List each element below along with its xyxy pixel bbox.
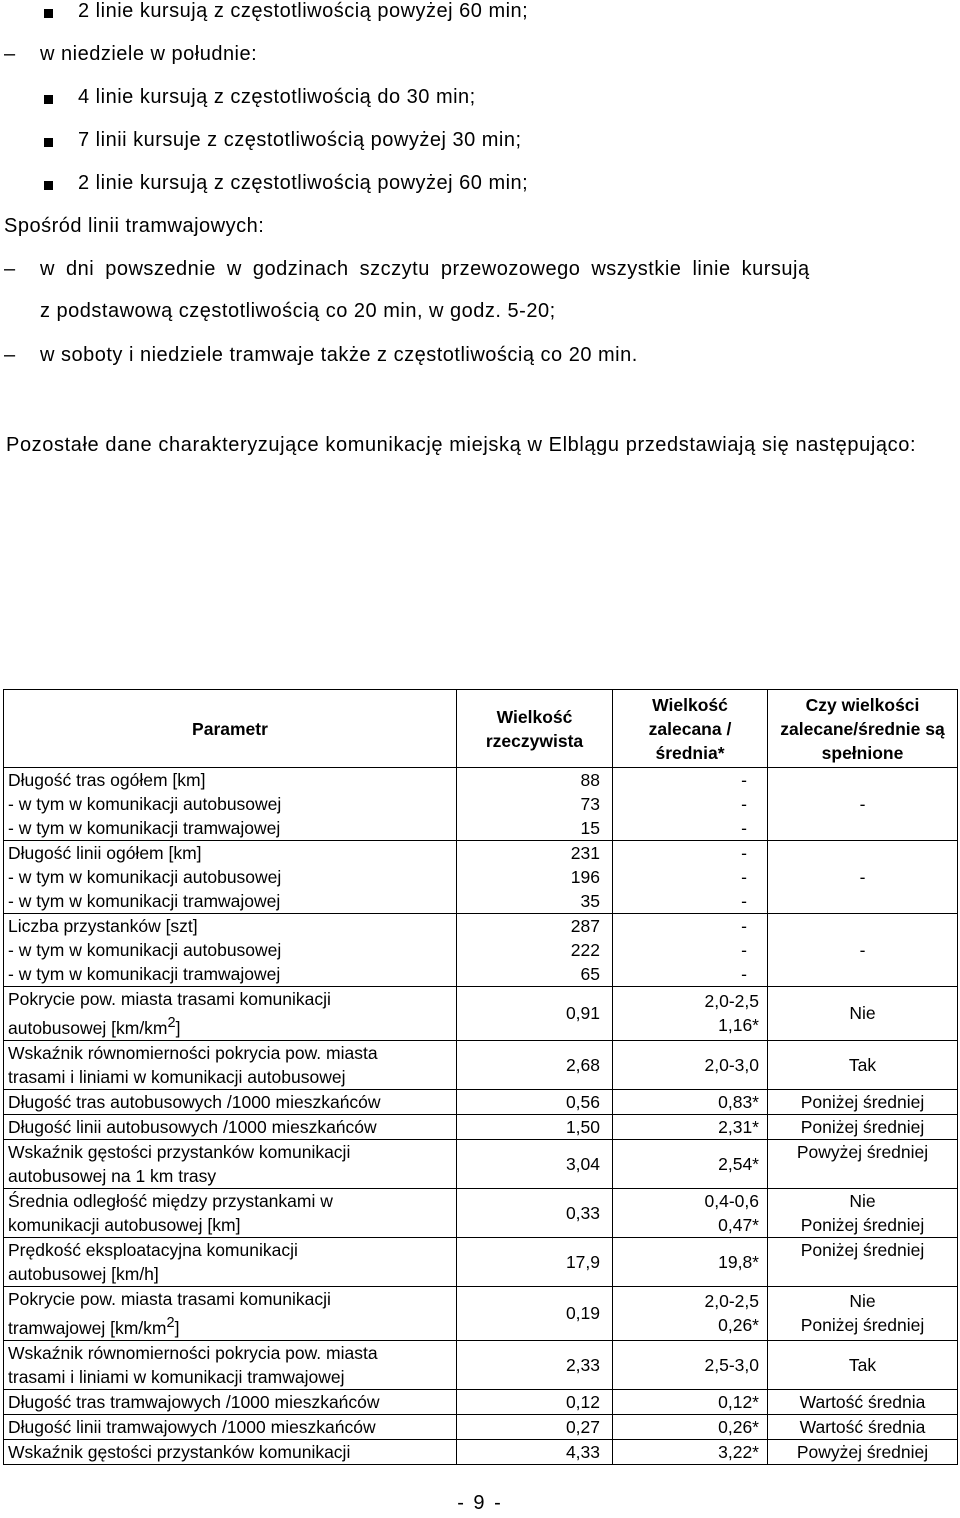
met-cell: Poniżej średniej <box>768 1237 958 1286</box>
table-row <box>4 914 958 987</box>
list-item-text: w soboty i niedziele tramwaje także z częstotliwością co 20 min. <box>40 344 638 366</box>
met-cell: - <box>768 914 958 987</box>
table-row <box>4 1114 958 1139</box>
row-label <box>4 1237 457 1286</box>
value-line: 65 <box>580 964 600 984</box>
table-row <box>4 1389 958 1414</box>
superscript: 2 <box>167 1015 176 1031</box>
met-cell: Nie <box>768 987 958 1041</box>
value-line: 73 <box>580 794 600 814</box>
row-label-line: Długość linii ogółem [km] <box>8 843 202 863</box>
row-label: Wskaźnik gęstości przystanków komunikacji <box>4 1439 457 1464</box>
row-label-line: Wskaźnik równomierności pokrycia pow. miasta <box>8 1042 378 1063</box>
recommended-line: - <box>741 794 747 814</box>
list-item-text: z podstawową częstotliwością co 20 min, w godz. 5-20; <box>40 300 556 322</box>
value-cell: 4,33 <box>457 1439 613 1464</box>
dash-bullet-icon: – <box>4 43 16 65</box>
recommended-line: - <box>741 867 747 887</box>
row-label-line: Pokrycie pow. miasta trasami komunikacji <box>8 989 331 1009</box>
value-cell: 3,04 <box>457 1139 613 1188</box>
row-label-line: Wskaźnik równomierności pokrycia pow. miasta <box>8 1342 378 1363</box>
met-cell: Tak <box>768 1040 958 1089</box>
row-label <box>4 914 457 987</box>
row-label-line: autobusowej na 1 km trasy <box>8 1165 217 1186</box>
row-label <box>4 1139 457 1188</box>
recommended-cell: 2,54* <box>613 1139 768 1188</box>
list-item-text: w dni powszednie w godzinach szczytu przewozowego wszystkie linie kursują <box>40 258 810 280</box>
value-cell <box>457 768 613 841</box>
list-item <box>0 86 960 114</box>
recommended-cell: 2,5-3,0 <box>613 1340 768 1389</box>
recommended-line: - <box>741 916 747 936</box>
list-item <box>0 129 960 157</box>
header-wielkosc-zalecana: Wielkość zalecana / średnia* <box>613 690 768 768</box>
recommended-line: - <box>741 843 747 863</box>
table-row <box>4 1188 958 1237</box>
recommended-cell <box>613 841 768 914</box>
value-cell <box>457 841 613 914</box>
value-line: 287 <box>570 916 600 936</box>
header-parametr: Parametr <box>4 690 457 768</box>
list-item-text: 2 linie kursują z częstotliwością powyżej 60 min; <box>78 172 529 194</box>
row-label-line: - w tym w komunikacji tramwajowej <box>8 964 281 984</box>
superscript: 2 <box>166 1314 175 1331</box>
met-cell: Tak <box>768 1340 958 1389</box>
square-bullet-icon <box>44 9 53 18</box>
row-label-line: autobusowej [km/h] <box>8 1263 159 1284</box>
recommended-line: 1,16* <box>718 1015 759 1036</box>
row-label-part: autobusowej [km/km <box>8 1017 168 1038</box>
value-line: 15 <box>580 818 600 838</box>
list-item <box>0 43 960 71</box>
row-label <box>4 1340 457 1389</box>
row-label <box>4 768 457 841</box>
recommended-cell: 0,12* <box>613 1389 768 1414</box>
recommended-cell: 0,26* <box>613 1414 768 1439</box>
recommended-cell: 19,8* <box>613 1237 768 1286</box>
row-label-line: Średnia odległość między przystankami w <box>8 1190 333 1211</box>
dash-bullet-icon: – <box>4 344 16 366</box>
value-line: 88 <box>580 770 600 790</box>
section-heading <box>0 215 960 243</box>
row-label-line: Pokrycie pow. miasta trasami komunikacji <box>8 1288 331 1309</box>
value-cell: 0,27 <box>457 1414 613 1439</box>
row-label-part: ] <box>175 1017 181 1038</box>
recommended-line: 0,4-0,6 <box>704 1190 759 1211</box>
row-label <box>4 1286 457 1340</box>
met-cell <box>768 1286 958 1340</box>
row-label-line: trasami i liniami w komunikacji autobusowej <box>8 1066 346 1087</box>
value-cell: 0,19 <box>457 1286 613 1340</box>
recommended-line: - <box>741 940 747 960</box>
row-label <box>4 987 457 1041</box>
recommended-cell <box>613 768 768 841</box>
recommended-cell <box>613 987 768 1041</box>
section-heading-text: Spośród linii tramwajowych: <box>4 215 265 237</box>
table-row <box>4 987 958 1041</box>
met-cell: Poniżej średniej <box>768 1114 958 1139</box>
header-czy-spelnione: Czy wielkości zalecane/średnie są spełnione <box>768 690 958 768</box>
row-label-line: - w tym w komunikacji tramwajowej <box>8 891 281 911</box>
list-item-text: 7 linii kursuje z częstotliwością powyżej 30 min; <box>78 129 522 151</box>
table-header-row <box>4 690 958 768</box>
row-label-line <box>8 1311 452 1340</box>
transport-data-table <box>3 689 958 1465</box>
list-item <box>0 258 960 286</box>
value-cell: 2,68 <box>457 1040 613 1089</box>
row-label-line: Liczba przystanków [szt] <box>8 916 198 936</box>
row-label-line: - w tym w komunikacji autobusowej <box>8 867 282 887</box>
met-line: Poniżej średniej <box>800 1315 925 1336</box>
recommended-line: 0,26* <box>718 1315 759 1336</box>
list-item <box>0 172 960 200</box>
table-row <box>4 768 958 841</box>
row-label-line: trasami i liniami w komunikacji tramwajowej <box>8 1366 345 1387</box>
met-cell: Powyżej średniej <box>768 1139 958 1188</box>
square-bullet-icon <box>44 138 53 147</box>
met-cell: Wartość średnia <box>768 1414 958 1439</box>
value-line: 231 <box>570 843 600 863</box>
value-cell: 0,91 <box>457 987 613 1041</box>
row-label-line: Wskaźnik gęstości przystanków komunikacji <box>8 1141 351 1162</box>
met-cell: - <box>768 768 958 841</box>
met-line: Nie <box>849 1190 876 1211</box>
recommended-cell <box>613 1286 768 1340</box>
recommended-cell <box>613 914 768 987</box>
recommended-line: - <box>741 964 747 984</box>
row-label-line: - w tym w komunikacji tramwajowej <box>8 818 281 838</box>
table-row <box>4 1089 958 1114</box>
met-cell <box>768 1188 958 1237</box>
met-line: Nie <box>849 1291 876 1312</box>
recommended-line: 2,0-2,5 <box>704 991 759 1012</box>
table-row <box>4 1040 958 1089</box>
recommended-cell: 3,22* <box>613 1439 768 1464</box>
value-cell: 0,56 <box>457 1089 613 1114</box>
row-label-line: - w tym w komunikacji autobusowej <box>8 794 282 814</box>
table-row <box>4 1286 958 1340</box>
list-item-text: w niedziele w południe: <box>40 43 258 65</box>
row-label: Długość linii tramwajowych /1000 mieszkańców <box>4 1414 457 1439</box>
table-row <box>4 841 958 914</box>
row-label <box>4 841 457 914</box>
list-item-continuation <box>0 300 960 328</box>
dash-bullet-icon: – <box>4 258 16 280</box>
table-row <box>4 1139 958 1188</box>
square-bullet-icon <box>44 181 53 190</box>
recommended-cell: 0,83* <box>613 1089 768 1114</box>
recommended-cell: 2,31* <box>613 1114 768 1139</box>
value-line: 196 <box>570 867 600 887</box>
row-label-line: komunikacji autobusowej [km] <box>8 1214 241 1235</box>
row-label-part: tramwajowej [km/km <box>8 1317 167 1338</box>
value-cell: 0,33 <box>457 1188 613 1237</box>
row-label <box>4 1040 457 1089</box>
row-label-line <box>8 1011 452 1040</box>
value-cell: 0,12 <box>457 1389 613 1414</box>
row-label-line: - w tym w komunikacji autobusowej <box>8 940 282 960</box>
table-row <box>4 1439 958 1464</box>
row-label <box>4 1188 457 1237</box>
recommended-line: 2,0-2,5 <box>704 1291 759 1312</box>
met-cell: Wartość średnia <box>768 1389 958 1414</box>
met-cell: Powyżej średniej <box>768 1439 958 1464</box>
value-cell: 1,50 <box>457 1114 613 1139</box>
row-label-line: Długość tras ogółem [km] <box>8 770 206 790</box>
table-row <box>4 1414 958 1439</box>
recommended-line: - <box>741 818 747 838</box>
value-cell: 2,33 <box>457 1340 613 1389</box>
table-row <box>4 1237 958 1286</box>
row-label-part: ] <box>174 1317 180 1338</box>
value-line: 222 <box>570 940 600 960</box>
recommended-line: 0,47* <box>718 1214 759 1235</box>
intro-paragraph: Pozostałe dane charakteryzujące komunikację miejską w Elblągu przedstawiają się następująco: <box>6 434 917 456</box>
value-line: 35 <box>580 891 600 911</box>
row-label-line: Prędkość eksploatacyjna komunikacji <box>8 1239 298 1260</box>
square-bullet-icon <box>44 95 53 104</box>
recommended-line: - <box>741 770 747 790</box>
page-number: - 9 - <box>457 1492 503 1514</box>
recommended-cell: 2,0-3,0 <box>613 1040 768 1089</box>
list-item <box>0 0 960 28</box>
row-label: Długość tras autobusowych /1000 mieszkańców <box>4 1089 457 1114</box>
list-item-text: 4 linie kursują z częstotliwością do 30 min; <box>78 86 476 108</box>
row-label: Długość linii autobusowych /1000 mieszkańców <box>4 1114 457 1139</box>
list-item <box>0 344 960 372</box>
table-row <box>4 1340 958 1389</box>
header-wielkosc-rzeczywista: Wielkość rzeczywista <box>457 690 613 768</box>
row-label: Długość tras tramwajowych /1000 mieszkańców <box>4 1389 457 1414</box>
recommended-cell <box>613 1188 768 1237</box>
met-line: Poniżej średniej <box>800 1214 925 1235</box>
value-cell: 17,9 <box>457 1237 613 1286</box>
recommended-line: - <box>741 891 747 911</box>
met-cell: - <box>768 841 958 914</box>
list-item-text: 2 linie kursują z częstotliwością powyżej 60 min; <box>78 0 529 22</box>
met-cell: Poniżej średniej <box>768 1089 958 1114</box>
value-cell <box>457 914 613 987</box>
